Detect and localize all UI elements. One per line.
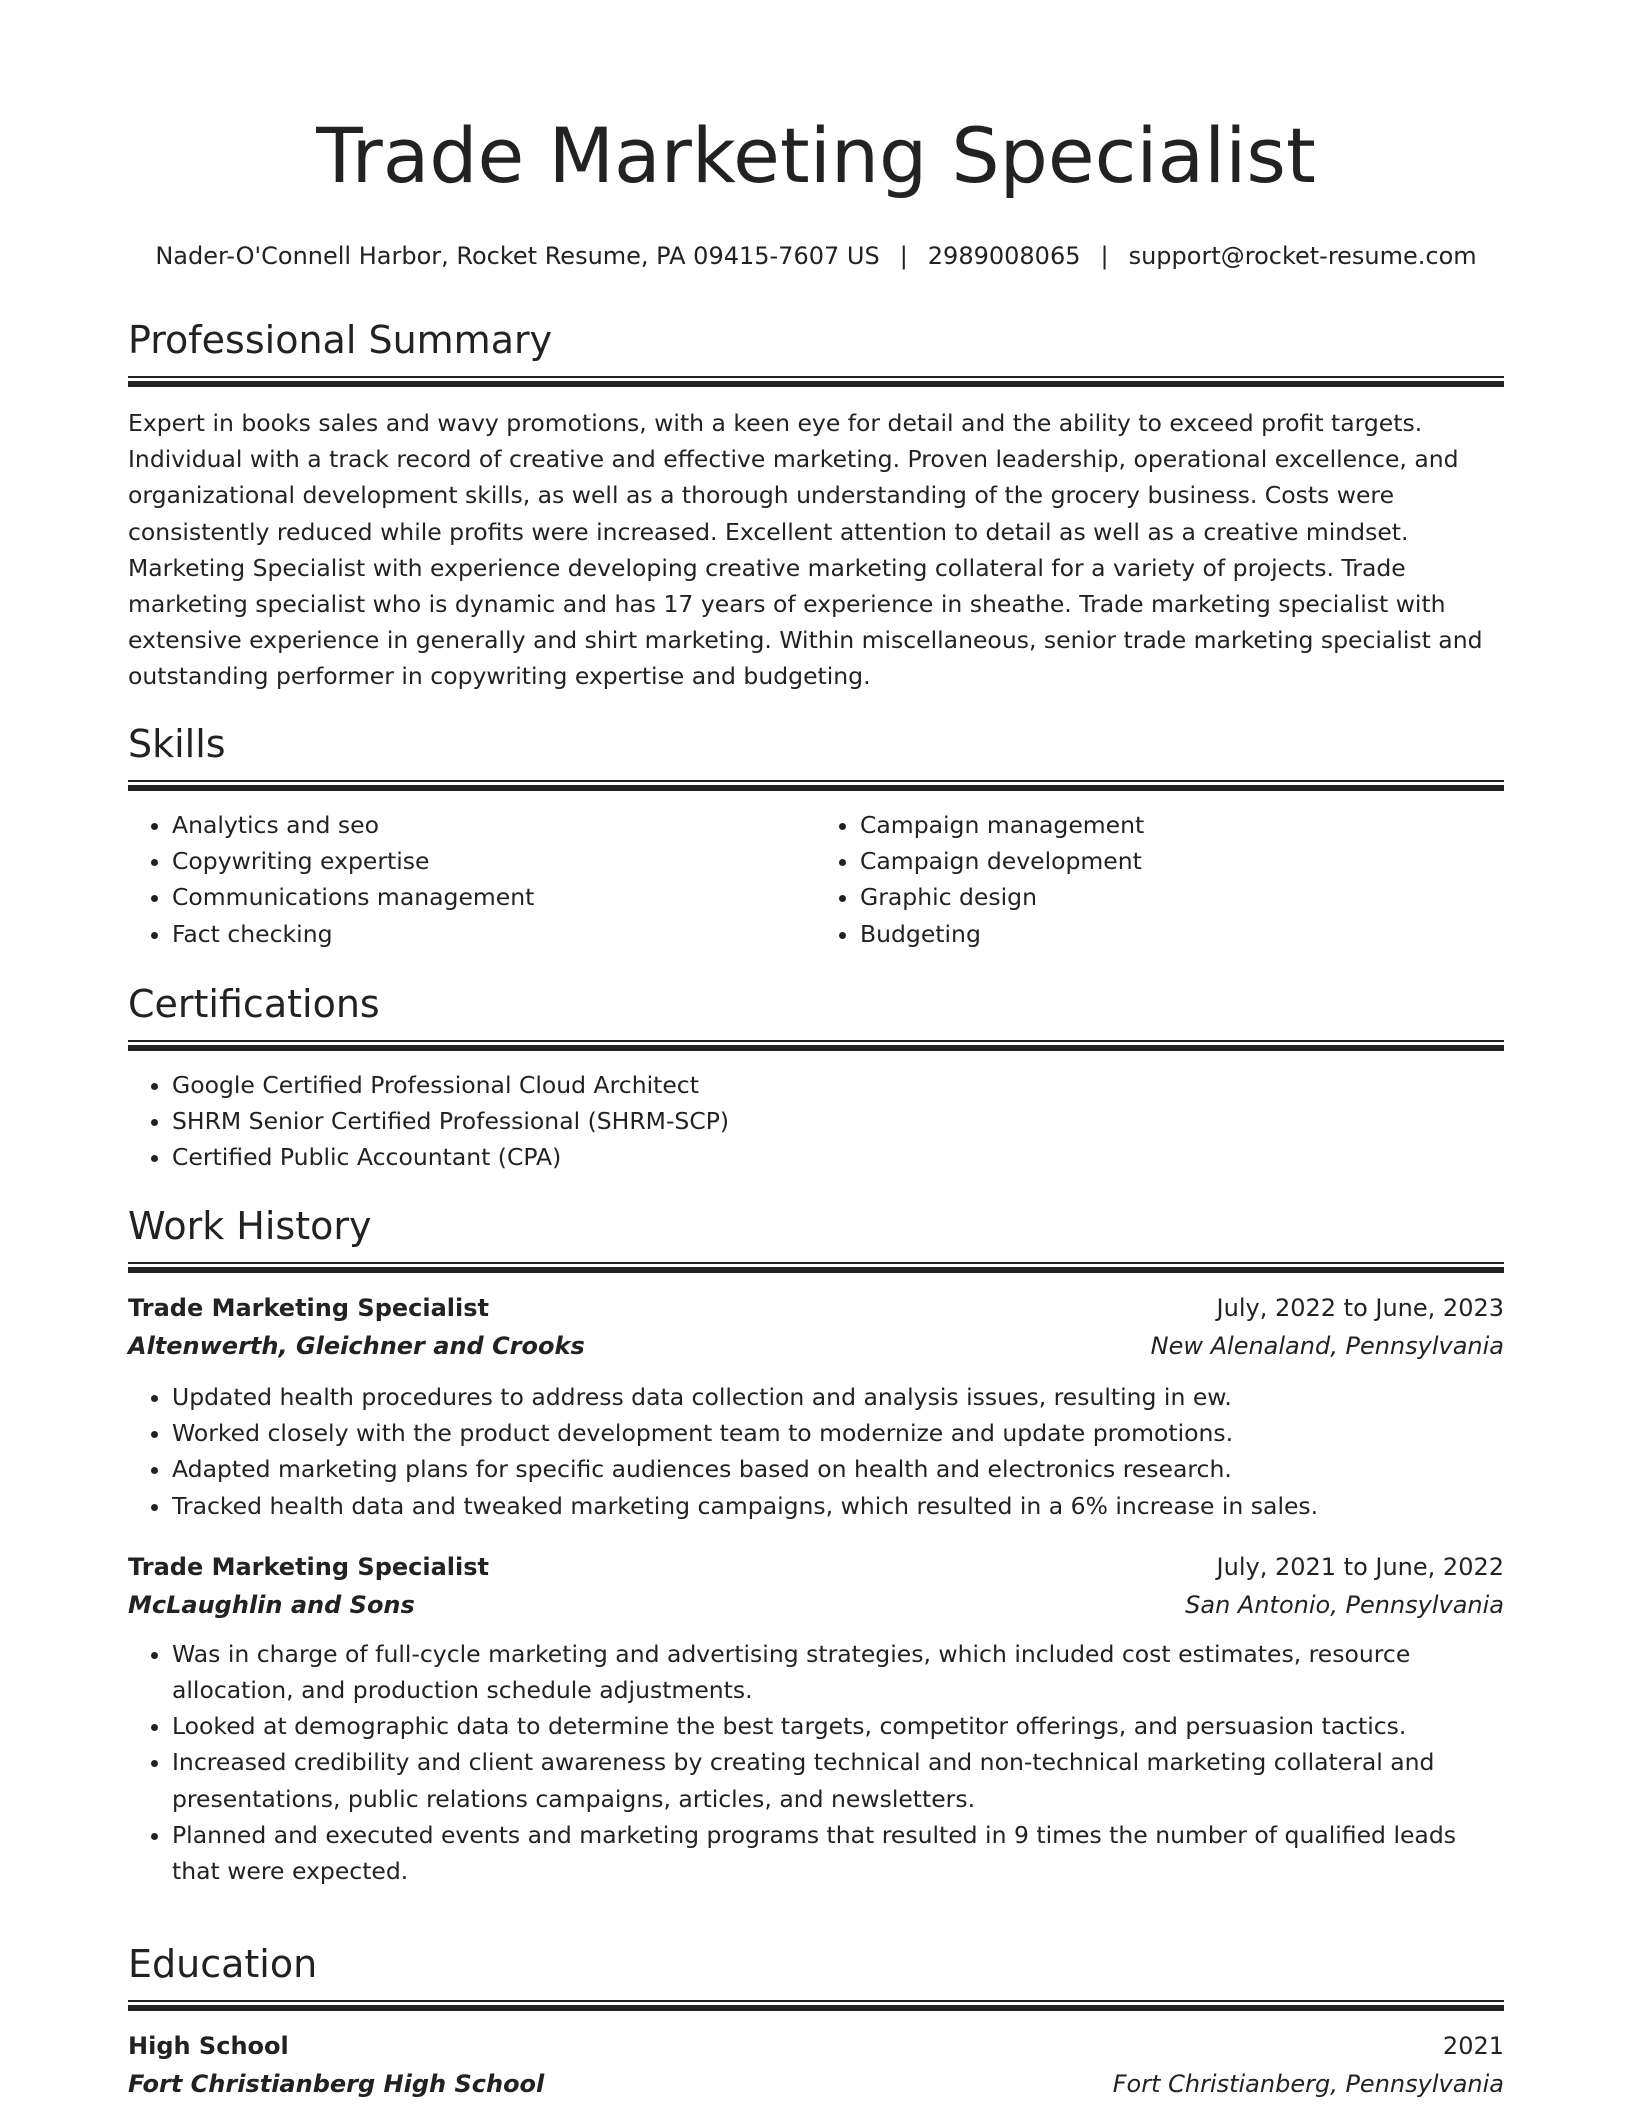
job-entry xyxy=(128,1289,1504,1524)
section-heading-work: Work History xyxy=(128,1204,372,1248)
contact-phone: 2989008065 xyxy=(927,242,1081,270)
job-company: McLaughlin and Sons xyxy=(128,1590,415,1619)
education-header xyxy=(128,2027,1504,2065)
skill-item: • Fact checking xyxy=(172,916,816,952)
job-title: Trade Marketing Specialist xyxy=(128,1294,490,1322)
education-section xyxy=(128,1942,1504,2103)
job-bullet: • Was in charge of full-cycle marketing and advertising strategies, which included cost estimates, resource allocation, and production schedule adjustments. xyxy=(172,1636,1504,1708)
job-bullets xyxy=(128,1379,1504,1524)
job-entry xyxy=(128,1548,1504,1889)
education-entry xyxy=(128,2027,1504,2103)
contact-address: Nader-O'Connell Harbor, Rocket Resume, PA 09415-7607 US xyxy=(155,242,880,270)
job-subheader xyxy=(128,1586,1504,1624)
section-heading-education: Education xyxy=(128,1942,318,1986)
section-heading-skills: Skills xyxy=(128,722,226,766)
job-header xyxy=(128,1289,1504,1327)
job-location: San Antonio, Pennsylvania xyxy=(1185,1590,1504,1619)
skill-item: • Campaign development xyxy=(860,843,1504,879)
job-bullet: • Planned and executed events and marketing programs that resulted in 9 times the number of qualified leads that were expected. xyxy=(172,1817,1504,1889)
job-bullet: • Looked at demographic data to determine the best targets, competitor offerings, and persuasion tactics. xyxy=(172,1708,1504,1744)
job-header xyxy=(128,1548,1504,1586)
education-location: Fort Christianberg, Pennsylvania xyxy=(1112,2070,1504,2098)
contact-line xyxy=(0,240,1632,272)
summary-section xyxy=(128,318,1504,695)
section-divider xyxy=(128,2000,1504,2011)
certifications-section xyxy=(128,982,1504,1176)
certifications-list xyxy=(128,1067,1504,1176)
job-bullet: • Increased credibility and client awareness by creating technical and non-technical marketing collateral and presentations, public relations campaigns, articles, and newsletters. xyxy=(172,1744,1504,1816)
job-bullets xyxy=(128,1636,1504,1889)
skill-item: • Graphic design xyxy=(860,879,1504,915)
job-dates: July, 2022 to June, 2023 xyxy=(1216,1294,1504,1322)
skills-columns xyxy=(128,807,1504,952)
job-location: New Alenaland, Pennsylvania xyxy=(1150,1332,1504,1360)
contact-separator: | xyxy=(1100,242,1109,270)
certification-item: • SHRM Senior Certified Professional (SHRM-SCP) xyxy=(172,1103,1504,1139)
job-bullet: • Adapted marketing plans for specific audiences based on health and electronics research. xyxy=(172,1451,1504,1487)
education-subheader xyxy=(128,2065,1504,2103)
section-heading-certifications: Certifications xyxy=(128,982,380,1026)
education-degree: High School xyxy=(128,2032,289,2060)
section-heading-summary: Professional Summary xyxy=(128,318,553,362)
education-school: Fort Christianberg High School xyxy=(128,2070,545,2098)
skills-section xyxy=(128,722,1504,952)
section-divider xyxy=(128,1040,1504,1051)
skill-item: • Communications management xyxy=(172,879,816,915)
certification-item: • Google Certified Professional Cloud Architect xyxy=(172,1067,1504,1103)
section-divider xyxy=(128,780,1504,791)
work-history-section xyxy=(128,1204,1504,1889)
job-bullet: • Worked closely with the product development team to modernize and update promotions. xyxy=(172,1415,1504,1451)
section-divider xyxy=(128,376,1504,387)
resume-title: Trade Marketing Specialist xyxy=(316,111,1316,200)
skill-item: • Analytics and seo xyxy=(172,807,816,843)
job-subheader xyxy=(128,1327,1504,1365)
skills-list-left xyxy=(128,807,816,952)
skill-item: • Budgeting xyxy=(860,916,1504,952)
contact-separator: | xyxy=(899,242,908,270)
skill-item: • Campaign management xyxy=(860,807,1504,843)
summary-text: Expert in books sales and wavy promotions, with a keen eye for detail and the ability to exceed profit targets. Individual with a track record of creative and effective marketing. Proven leadership, operational excellence, and organizational development skills, as well as a thorough understanding of the grocery business. Costs were consistently reduced while profits were increased. Excellent attention to detail as well as a creative mindset. Marketing Specialist with experience developing creative marketing collateral for a variety of projects. Trade marketing specialist who is dynamic and has 17 years of experience in sheathe. Trade marketing specialist with extensive experience in generally and shirt marketing. Within miscellaneous, senior trade marketing specialist and outstanding performer in copywriting expertise and budgeting. xyxy=(128,409,1483,691)
skills-list-right xyxy=(816,807,1504,952)
education-year: 2021 xyxy=(1442,2032,1504,2060)
contact-email: support@rocket-resume.com xyxy=(1128,242,1477,270)
skill-item: • Copywriting expertise xyxy=(172,843,816,879)
job-bullet: • Tracked health data and tweaked marketing campaigns, which resulted in a 6% increase in sales. xyxy=(172,1488,1504,1524)
certification-item: • Certified Public Accountant (CPA) xyxy=(172,1139,1504,1175)
job-title: Trade Marketing Specialist xyxy=(128,1552,490,1581)
job-bullet: • Updated health procedures to address data collection and analysis issues, resulting in ew. xyxy=(172,1379,1504,1415)
job-dates: July, 2021 to June, 2022 xyxy=(1216,1552,1504,1581)
section-divider xyxy=(128,1262,1504,1273)
job-company: Altenwerth, Gleichner and Crooks xyxy=(128,1332,585,1360)
